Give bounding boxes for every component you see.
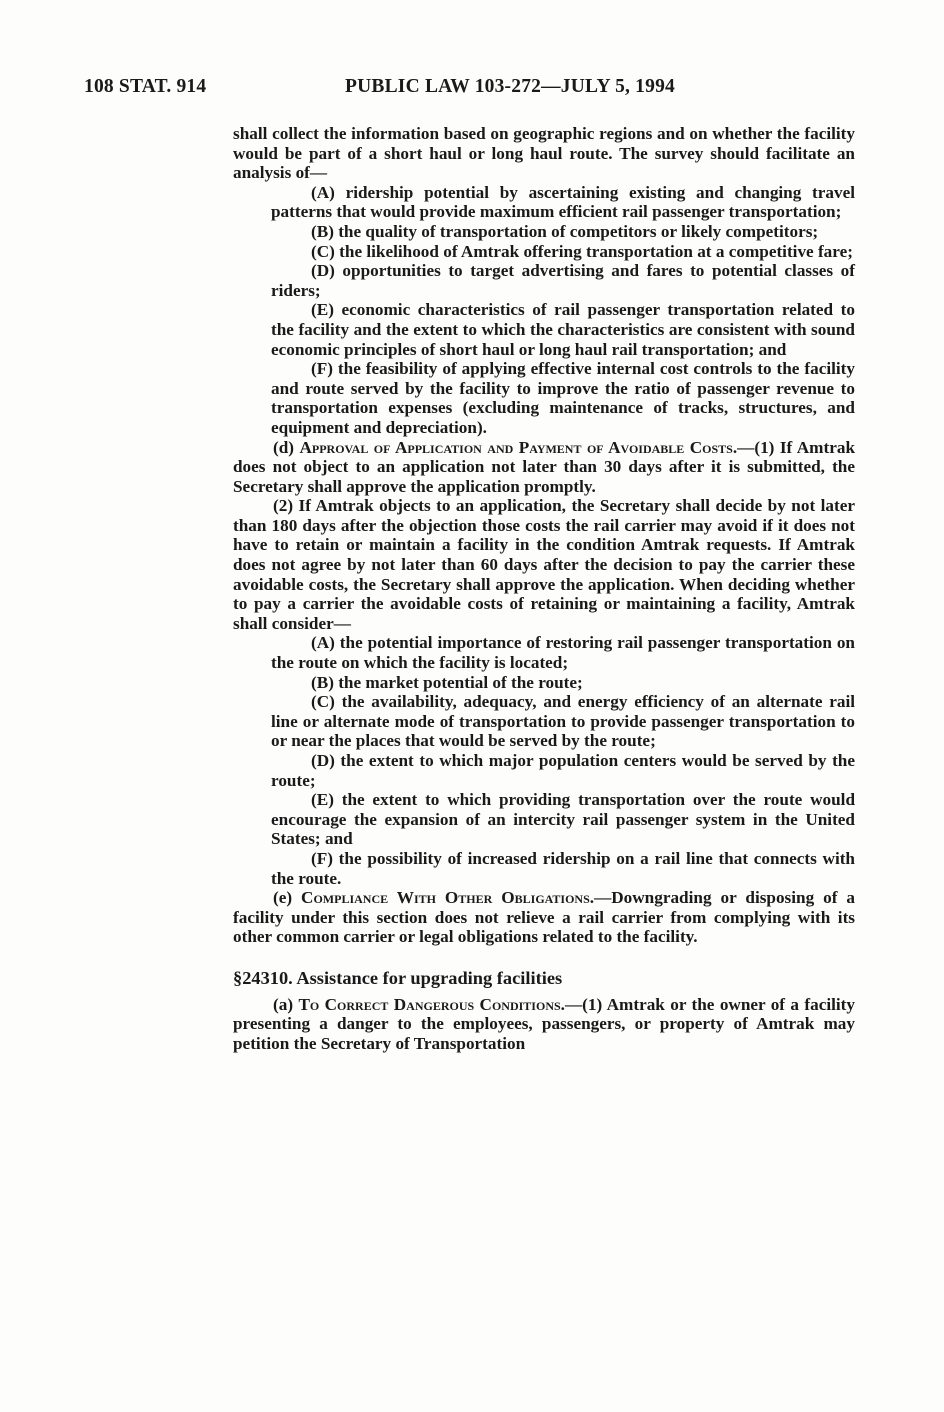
statute-page-number: 108 STAT. 914 (84, 76, 207, 97)
consider-item-f: (F) the possibility of increased ridership on a rail line that connects with the route. (271, 848, 855, 888)
consider-item-a: (A) the potential importance of restoring rail passenger transportation on the route on which the facility is located; (271, 633, 855, 673)
paragraph-d-2: (2) If Amtrak objects to an application, the Secretary shall decide by not later than 180 days after the objection those costs the rail carrier may avoid if it does not have to retain or maintain a facility in the condition Amtrak requests. If Amtrak does not agree by not later than 60 days after the decision to pay the carrier these avoidable costs, the Secretary shall approve the application. When deciding whether to pay a carrier the avoidable costs of retaining or maintaining a facility, Amtrak shall consider— (233, 496, 855, 633)
subsection-d-text: (1) If Amtrak does not object to an application not later than 30 days after it is submitted, the Secretary shall approve the application promptly. (233, 437, 855, 496)
subsection-d-heading: Approval of Application and Payment of Avoidable Costs. (299, 437, 738, 457)
document-body (233, 124, 855, 1053)
analysis-item-e: (E) economic characteristics of rail passenger transportation related to the facility and the extent to which the characteristics are consistent with sound economic principles of short haul or long haul rail transportation; and (271, 300, 855, 359)
subsection-a-label: (a) (273, 994, 294, 1014)
analysis-item-c: (C) the likelihood of Amtrak offering transportation at a competitive fare; (311, 241, 853, 261)
subsection-e-label: (e) (273, 888, 293, 908)
section-heading: §24310. Assistance for upgrading facilities (233, 967, 563, 988)
subsection-d (233, 438, 855, 497)
subsection-a-dash: — (564, 994, 583, 1014)
consider-item-b: (B) the market potential of the route; (311, 672, 583, 692)
consider-item-e: (E) the extent to which providing transportation over the route would encourage the expansion of an intercity rail passenger system in the United States; and (271, 790, 855, 849)
subsection-e-dash: — (594, 888, 612, 908)
subsection-a-heading: To Correct Dangerous Conditions. (298, 994, 565, 1014)
consider-item-c: (C) the availability, adequacy, and energy efficiency of an alternate rail line or alternate mode of transportation to provide passenger transportation to or near the places that would be served by the route; (271, 692, 855, 751)
intro-paragraph: shall collect the information based on geographic regions and on whether the facility would be part of a short haul or long haul route. The survey should facilitate an analysis of— (233, 124, 855, 183)
public-law-title: PUBLIC LAW 103-272—JULY 5, 1994 (345, 76, 675, 97)
subsection-e-text: Downgrading or disposing of a facility under this section does not relieve a rail carrier from complying with its other common carrier or legal obligations related to the facility. (233, 888, 856, 947)
subsection-a-text: (1) Amtrak or the owner of a facility presenting a danger to the employees, passengers, or property of Amtrak may petition the Secretary of Transportation (233, 994, 855, 1053)
page-header (84, 76, 844, 102)
subsection-e (233, 888, 855, 947)
analysis-item-b: (B) the quality of transportation of competitors or likely competitors; (311, 221, 819, 241)
subsection-d-label: (d) (273, 437, 295, 457)
subsection-a (233, 995, 855, 1054)
consider-item-d: (D) the extent to which major population centers would be served by the route; (271, 751, 855, 790)
analysis-item-d: (D) opportunities to target advertising and fares to potential classes of riders; (271, 261, 855, 300)
analysis-item-a: (A) ridership potential by ascertaining existing and changing travel patterns that would provide maximum efficient rail passenger transportation; (271, 182, 855, 222)
analysis-item-f: (F) the feasibility of applying effective internal cost controls to the facility and route served by the facility to improve the ratio of passenger revenue to transportation expenses (excluding maintenance of tracks, structures, and equipment and depreciation). (271, 359, 855, 437)
subsection-d-dash: — (737, 437, 755, 457)
subsection-e-heading: Compliance With Other Obligations. (301, 888, 595, 908)
